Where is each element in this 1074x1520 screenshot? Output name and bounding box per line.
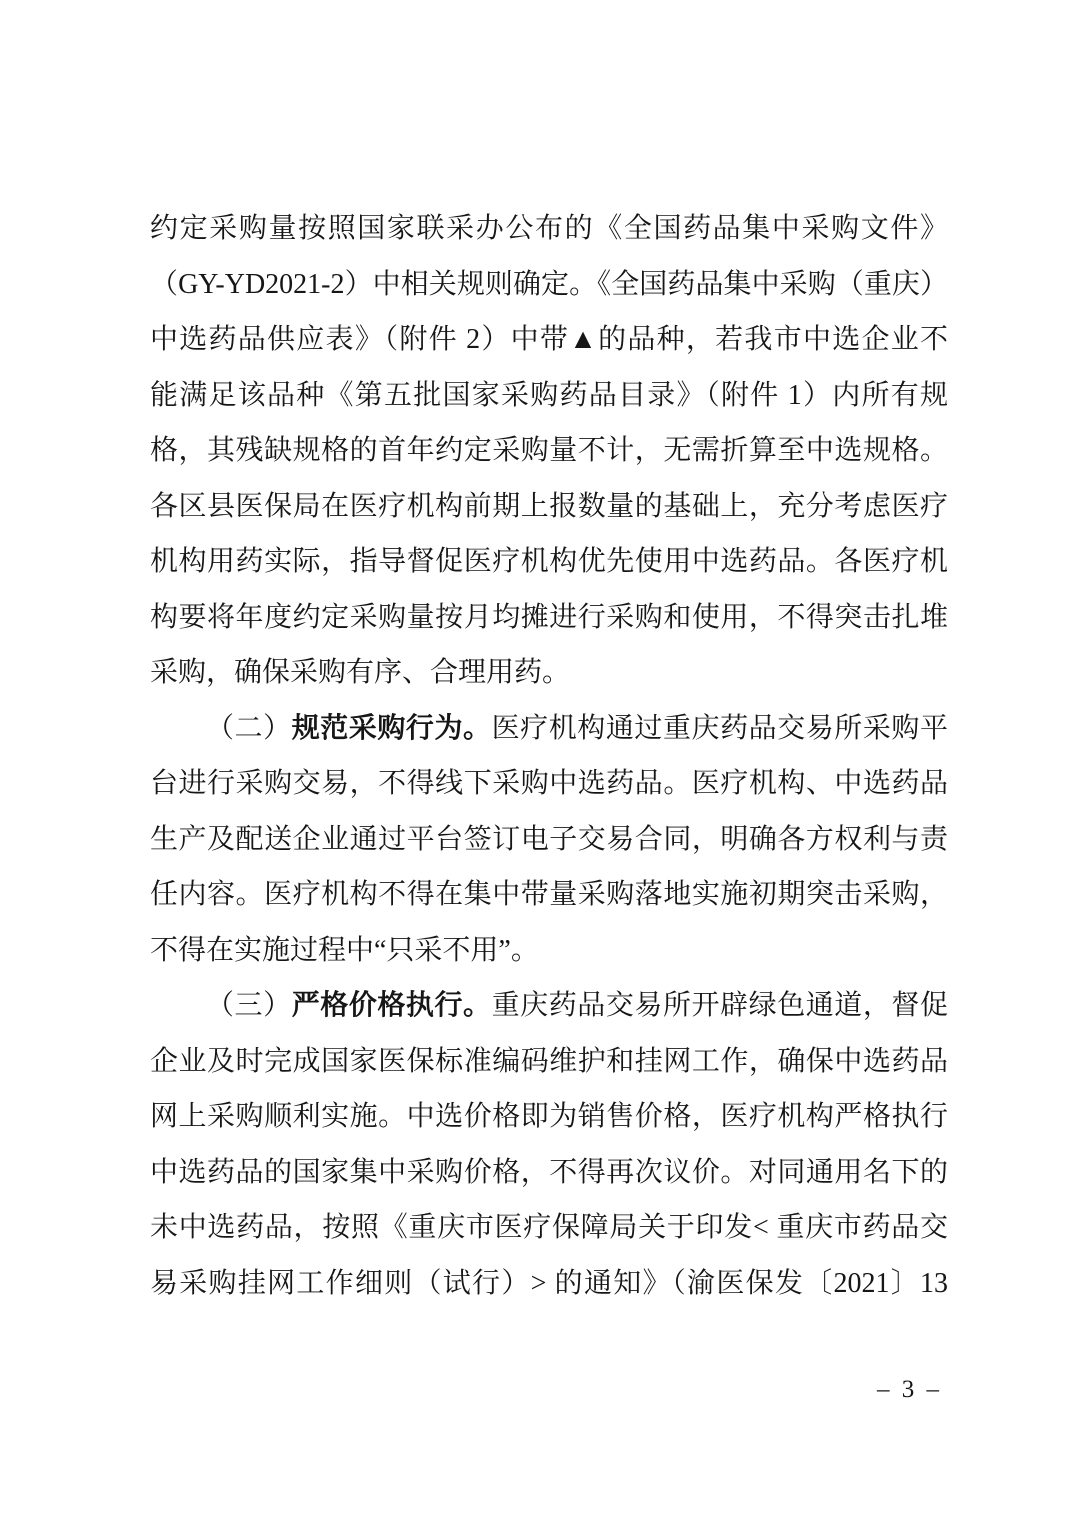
- line-text: 构要将年度约定采购量按月均摊进行采购和使用，不得突击扎堆: [150, 601, 948, 633]
- line-text: 采购，确保采购有序、合理用药。: [150, 657, 571, 688]
- text-line: [150, 867, 948, 923]
- line-text: 未中选药品，按照《重庆市医疗保障局关于印发< 重庆市药品交: [150, 1212, 948, 1243]
- line-text: 格，其残缺规格的首年约定采购量不计，无需折算至中选规格。: [150, 435, 948, 466]
- line-text: 能满足该品种《第五批国家采购药品目录》（附件 1）内所有规: [150, 379, 948, 411]
- section-heading: 规范采购行为。: [291, 712, 492, 744]
- text-line: [150, 701, 948, 757]
- line-text: 中选药品的国家集中采购价格，不得再次议价。对同通用名下的: [150, 1156, 948, 1188]
- page-number: – 3 –: [877, 1376, 942, 1403]
- text-line: [150, 923, 948, 979]
- line-text: 中选药品供应表》（附件 2）中带▲的品种，若我市中选企业不: [150, 324, 948, 355]
- line-text: 台进行采购交易，不得线下采购中选药品。医疗机构、中选药品: [150, 768, 948, 799]
- text-line: [150, 201, 948, 257]
- line-text: 生产及配送企业通过平台签订电子交易合同，明确各方权利与责: [150, 823, 948, 855]
- line-text: 重庆药品交易所开辟绿色通道，督促: [491, 990, 948, 1021]
- text-line: [150, 1034, 948, 1090]
- line-text: 任内容。医疗机构不得在集中带量采购落地实施初期突击采购，: [150, 879, 948, 910]
- line-text: （GY-YD2021-2）中相关规则确定。《全国药品集中采购（重庆）: [150, 268, 948, 300]
- section-number: （二）: [206, 712, 292, 744]
- line-text: 医疗机构通过重庆药品交易所采购平: [491, 712, 948, 744]
- text-line: [150, 1256, 948, 1312]
- body-text: [150, 201, 948, 1311]
- section-heading: 严格价格执行。: [291, 990, 492, 1021]
- text-line: [150, 1089, 948, 1145]
- text-line: [150, 534, 948, 590]
- text-line: [150, 257, 948, 313]
- line-text: 易采购挂网工作细则（试行）> 的通知》（渝医保发〔2021〕13: [150, 1267, 948, 1299]
- text-line: [150, 590, 948, 646]
- text-line: [150, 1145, 948, 1201]
- line-text: 约定采购量按照国家联采办公布的《全国药品集中采购文件》: [150, 213, 948, 244]
- text-line: [150, 645, 948, 701]
- text-line: [150, 479, 948, 535]
- text-line: [150, 312, 948, 368]
- text-line: [150, 368, 948, 424]
- text-line: [150, 1200, 948, 1256]
- text-line: [150, 423, 948, 479]
- section-number: （三）: [206, 990, 292, 1021]
- line-text: 机构用药实际，指导督促医疗机构优先使用中选药品。各医疗机: [150, 546, 948, 577]
- line-text: 各区县医保局在医疗机构前期上报数量的基础上，充分考虑医疗: [150, 490, 948, 522]
- line-text: 网上采购顺利实施。中选价格即为销售价格，医疗机构严格执行: [150, 1101, 948, 1132]
- line-text: 不得在实施过程中“只采不用”。: [150, 934, 539, 966]
- text-line: [150, 756, 948, 812]
- text-line: [150, 812, 948, 868]
- text-line: [150, 978, 948, 1034]
- line-text: 企业及时完成国家医保标准编码维护和挂网工作，确保中选药品: [150, 1045, 948, 1077]
